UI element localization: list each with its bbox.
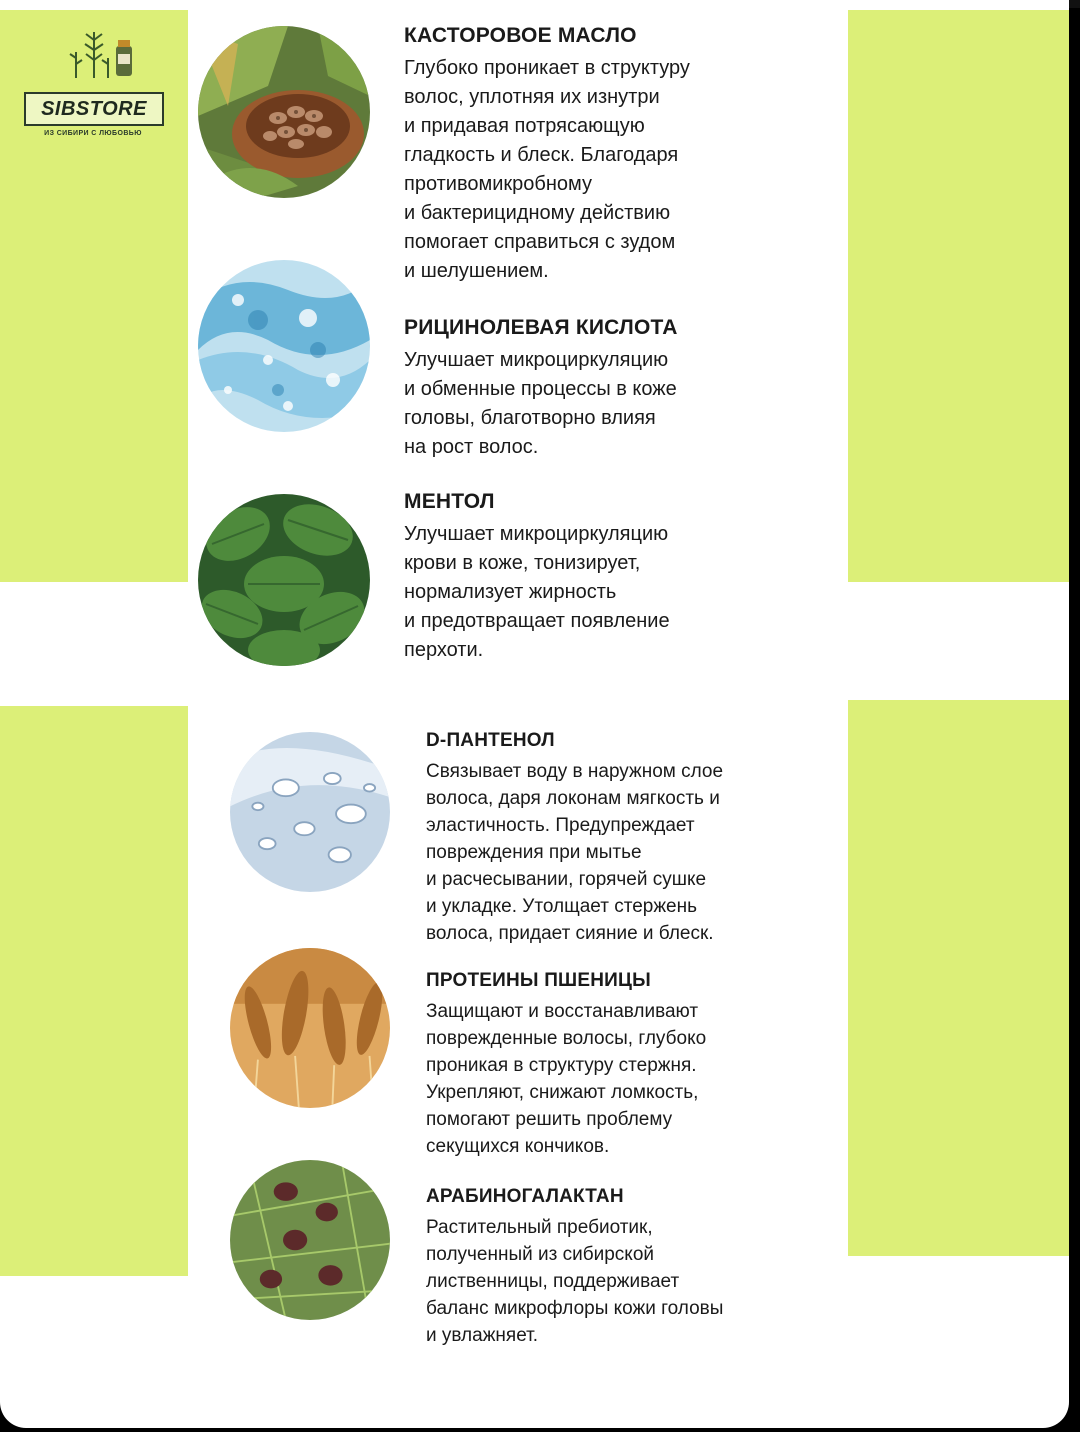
green-panel-right-top — [848, 10, 1069, 582]
ingredient-description: Защищают и восстанавливают поврежденные волосы, глубоко проникая в структуру стержня. Укрепляют, снижают ломкость, помогают решить проблему секущихся кончиков. — [426, 1001, 707, 1157]
herbs-jar-icon — [64, 26, 134, 80]
wheat-ears-image — [230, 948, 390, 1108]
ingredient-description: Глубоко проникает в структуру волос, уплотняя их изнутри и придавая потрясающую гладкость и блеск. Благодаря противомикробному и бактерицидному действию помогает справиться с зудом и шелушением. — [404, 57, 690, 282]
ingredient-title: КАСТОРОВОЕ МАСЛО — [404, 24, 637, 47]
water-drops-image — [230, 732, 390, 892]
ingredient-ricinoleic-acid — [404, 316, 678, 462]
ingredient-d-panthenol — [426, 730, 723, 947]
ingredient-title: РИЦИНОЛЕВАЯ КИСЛОТА — [404, 316, 678, 339]
logo-tagline: ИЗ СИБИРИ С ЛЮБОВЬЮ — [44, 130, 142, 137]
ingredient-title: МЕНТОЛ — [404, 490, 495, 513]
ingredient-menthol — [404, 490, 670, 665]
blue-gel-image — [198, 260, 370, 432]
green-panel-left-bottom — [0, 706, 188, 1276]
sibstore-logo — [20, 26, 166, 144]
ingredient-title: АРАБИНОГАЛАКТАН — [426, 1186, 624, 1207]
larch-cones-image — [230, 1160, 390, 1320]
ingredient-description: Улучшает микроциркуляцию крови в коже, тонизирует, нормализует жирность и предотвращает появление перхоти. — [404, 523, 670, 661]
castor-beans-image — [198, 26, 370, 198]
ingredient-wheat-proteins — [426, 970, 706, 1160]
ingredient-castor-oil — [404, 24, 690, 286]
ingredient-description: Растительный пребиотик, полученный из сибирской лиственницы, поддерживает баланс микрофлоры кожи головы и увлажняет. — [426, 1217, 724, 1346]
ingredient-title: ПРОТЕИНЫ ПШЕНИЦЫ — [426, 970, 651, 991]
ingredient-description: Связывает воду в наружном слое волоса, даря локонам мягкость и эластичность. Предупреждает повреждения при мытье и расчесывании, горячей сушке и укладке. Утолщает стержень волоса, придает сияние и блеск. — [426, 761, 724, 944]
ingredient-title: D-ПАНТЕНОЛ — [426, 730, 555, 751]
green-panel-right-bottom — [848, 700, 1069, 1256]
ingredient-description: Улучшает микроциркуляцию и обменные процессы в коже головы, благотворно влияя на рост волос. — [404, 349, 677, 458]
mint-leaves-image — [198, 494, 370, 666]
logo-wordmark: SIBSTORE — [24, 92, 164, 126]
ingredient-arabinogalactan — [426, 1186, 723, 1349]
